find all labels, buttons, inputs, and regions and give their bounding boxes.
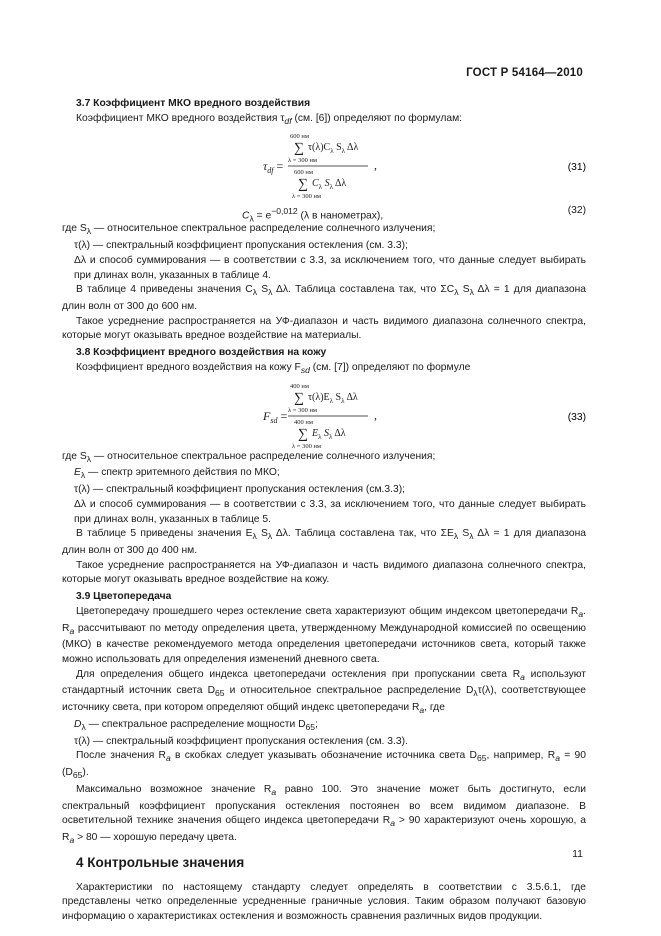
svg-text:λ = 300 нм: λ = 300 нм [288, 406, 318, 414]
svg-text:τ(λ)Eλ Sλ Δλ: $\tau(\lambda)E_\lambda$ $S_\lambda$ Δλ [308, 391, 358, 405]
section-3-7-intro: Коэффициент МКО вредного воздействия $\tau_{df}$ (см. [6]) определяют по формулам: [76, 112, 463, 126]
section-4-heading: 4 Контрольные значения [76, 854, 245, 870]
section-4-text: Характеристики по настоящему стандарту следует определять в соответствии с 3.5.6.1, где представлены четко определенные усредненные граничные условия. Таким образом получают базовую информацию о характеристиках остекления и возможность сравнения различных видов продукции. [62, 881, 586, 922]
svg-text:λ = 300 нм: λ = 300 нм [292, 193, 322, 201]
formula-33-drawing [62, 378, 586, 450]
svg-text:,: , [374, 158, 377, 173]
section-3-9-def-d: $D_\lambda$ — спектральное распределение мощности $D_{65}$; [74, 718, 318, 732]
section-3-8-where-3: τ(λ) — спектральный коэффициент пропускания остекления (см.3.3); [74, 484, 406, 496]
formula-33 [62, 378, 586, 450]
page-number: 11 [572, 848, 583, 860]
formula-32: $C_\lambda = e^{-0,012}$ (λ в нанометрах), (32) [242, 205, 586, 224]
svg-text:τ(λ)Cλ Sλ Δλ: $\tau(\lambda)C_\lambda$ $S_\lambda$ Δλ [308, 142, 359, 156]
svg-text:∑: ∑ [298, 177, 308, 193]
section-3-9-paragraph-1: Цветопередачу прошедшего через остекление света характеризуют общим индексом цветопередачи $R_a$. $R_a$ рассчитывают по методу определения цвета, утвержденному Международной комиссией по освещению (МКО) в качестве рекомендуемого метода определения цветопередачи источников света, который также можно использовать для определения изменений дневного света. [62, 605, 586, 665]
svg-text:(33): (33) [567, 411, 586, 423]
formula-31 [62, 128, 586, 200]
svg-text:400 нм: 400 нм [294, 418, 313, 426]
section-3-9-maximum: Максимально возможное значение $R_a$ равно 100. Это значение может быть достигнуто, если спектральный коэффициент пропускания остекления постоянен во всем видимом диапазоне. В осветительной технике значения общего индекса цветопередачи $R_a > 90$ характеризуют очень хорошую, а $R_a > 80$ — хорошую передачу цвета. [62, 783, 587, 846]
svg-text:Fsd =: $F_{sd}$ = [263, 408, 288, 425]
section-3-7-where-1: где $S_\lambda$ — относительное спектральное распределение солнечного излучения; [62, 223, 436, 237]
section-3-7-table-note: В таблице 4 приведены значения $C_\lambda$ $S_\lambda$ Δλ. Таблица составлена так, что $\Sigma C_\lambda$ $S_\lambda$ Δλ = 1 для диапазона длин волн от 300 до 600 нм. [62, 284, 587, 313]
svg-text:τdf =: $\tau_{df}$ = [263, 159, 284, 176]
svg-text:600 нм: 600 нм [294, 169, 313, 177]
svg-text:Cλ Sλ Δλ: $C_\lambda$ $S_\lambda$ Δλ [312, 178, 347, 192]
svg-text:∑: ∑ [294, 141, 304, 157]
section-3-8-intro: Коэффициент вредного воздействия на кожу $F_{sd}$ (см. [7]) определяют по формуле [76, 361, 471, 375]
section-3-8-where-2: $E_\lambda$ — спектр эритемного действия по МКО; [74, 467, 280, 481]
formula-31-drawing [62, 128, 586, 200]
svg-text:,: , [374, 407, 377, 422]
section-3-9-def-tau: τ(λ) — спектральный коэффициент пропускания остекления (см. 3.3). [74, 735, 408, 747]
svg-text:λ = 300 нм: λ = 300 нм [292, 442, 322, 450]
svg-text:∑: ∑ [298, 426, 308, 442]
section-3-7-averaging-note: Такое усреднение распространяется на УФ-диапазон и часть видимого диапазона солнечного спектра, которые могут оказывать вредное воздействие на материалы. [62, 315, 586, 342]
standard-header: ГОСТ Р 54164—2010 [466, 67, 583, 79]
svg-text:λ = 300 нм: λ = 300 нм [288, 157, 318, 165]
svg-text:400 нм: 400 нм [290, 382, 309, 390]
section-3-7-heading: 3.7 Коэффициент МКО вредного воздействия [76, 98, 311, 109]
section-3-9-notation: После значения $R_a$ в скобках следует указывать обозначение источника света $D_{65}$, например, $R_a = 90$ $(D_{65})$. [62, 750, 586, 781]
svg-text:600 нм: 600 нм [290, 133, 309, 141]
section-3-9-heading: 3.9 Цветопередача [76, 591, 172, 603]
page-content [62, 95, 586, 925]
section-3-9-paragraph-2: Для определения общего индекса цветопередачи остекления при пропускании света $R_a$ используют стандартный источник света $D_{65}$ и относительное спектральное распределение $D_\lambda\tau(\lambda)$, соответствующее источнику света, при котором определяют общий индекс цветопередачи $R_a$, где [62, 668, 586, 716]
section-3-7-where-3: Δλ и способ суммирования — в соответствии с 3.3, за исключением того, что данные следует выбирать при длинах волн, указанных в таблице 4. [74, 254, 586, 281]
section-3-8-table-note: В таблице 5 приведены значения $E_\lambda$ $S_\lambda$ Δλ. Таблица составлена так, что $\Sigma E_\lambda$ $S_\lambda$ Δλ = 1 для диапазона длин волн от 300 до 400 нм. [62, 528, 587, 556]
section-3-8-heading: 3.8 Коэффициент вредного воздействия на кожу [76, 347, 327, 359]
svg-text:Eλ Sλ Δλ: $E_\lambda$ $S_\lambda$ Δλ [312, 427, 346, 441]
section-3-7-where-2: τ(λ) — спектральный коэффициент пропускания остекления (см. 3.3); [74, 240, 408, 252]
svg-text:∑: ∑ [294, 390, 304, 406]
section-3-8-where-4: Δλ и способ суммирования — в соответствии с 3.3, за исключением того, что данные следует выбирать при длинах волн, указанных в таблице 5. [74, 498, 586, 525]
section-3-8-averaging-note: Такое усреднение распространяется на УФ-диапазон и часть видимого диапазона солнечного спектра, которые могут оказывать вредное воздействие на кожу. [62, 559, 586, 586]
section-3-8-where-1: где $S_\lambda$ — относительное спектральное распределение солнечного излучения; [62, 450, 436, 464]
svg-text:(31): (31) [567, 162, 586, 174]
